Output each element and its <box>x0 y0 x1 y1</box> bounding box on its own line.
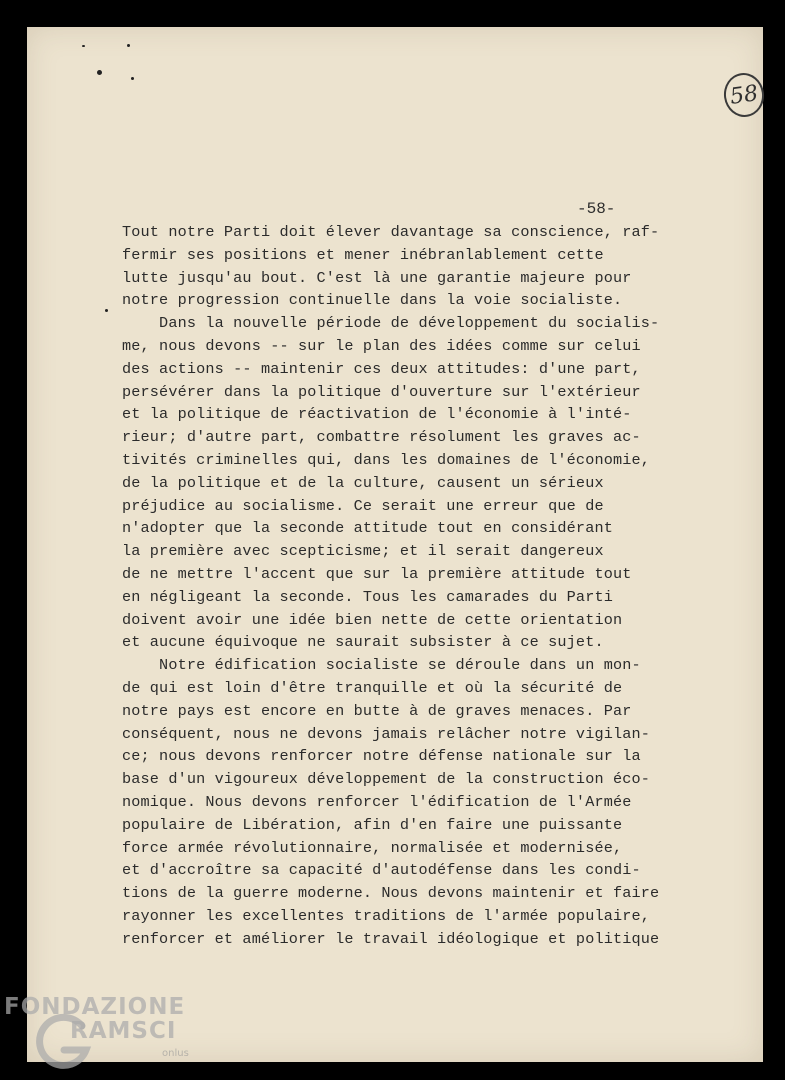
text-line: conséquent, nous ne devons jamais relâcher notre vigilan- <box>122 724 651 743</box>
text-line: doivent avoir une idée bien nette de cette orientation <box>122 610 623 629</box>
text-line: n'adopter que la seconde attitude tout en considérant <box>122 519 613 538</box>
text-line: lutte jusqu'au bout. C'est là une garantie majeure pour <box>122 268 632 287</box>
text-line: Tout notre Parti doit élever davantage sa conscience, raf- <box>122 223 660 241</box>
text-line: rieur; d'autre part, combattre résolument les graves ac- <box>122 428 641 447</box>
body-text <box>122 221 682 951</box>
text-line: Notre édification socialiste se déroule dans un mon- <box>122 656 641 675</box>
ink-speck <box>97 70 102 75</box>
text-line: nomique. Nous devons renforcer l'édification de l'Armée <box>122 792 632 811</box>
text-line: base d'un vigoureux développement de la construction éco- <box>122 770 651 789</box>
text-line: force armée révolutionnaire, normalisée et modernisée, <box>122 838 623 857</box>
ink-speck <box>131 77 134 80</box>
text-line: de la politique et de la culture, causent un sérieux <box>122 473 604 492</box>
text-line: la première avec scepticisme; et il serait dangereux <box>122 542 604 561</box>
text-line: et d'accroître sa capacité d'autodéfense dans les condi- <box>122 861 641 880</box>
page-number: -58- <box>577 200 616 218</box>
text-line: tions de la guerre moderne. Nous devons maintenir et faire <box>122 884 660 903</box>
text-line: et aucune équivoque ne saurait subsister à ce sujet. <box>122 633 604 652</box>
text-line: renforcer et améliorer le travail idéologique et politique <box>122 929 660 948</box>
ink-speck <box>82 45 85 47</box>
text-line: ce; nous devons renforcer notre défense nationale sur la <box>122 747 641 766</box>
archive-number: 58 <box>728 80 760 110</box>
archive-number-stamp <box>721 70 767 119</box>
text-line: Dans la nouvelle période de développement du socialis- <box>122 314 660 333</box>
text-line: préjudice au socialisme. Ce serait une erreur que de <box>122 496 604 515</box>
fondazione-gramsci-watermark <box>4 994 204 1074</box>
watermark-title: FONDAZIONE <box>4 994 186 1020</box>
text-line: populaire de Libération, afin d'en faire une puissante <box>122 815 623 834</box>
text-line: persévérer dans la politique d'ouverture sur l'extérieur <box>122 382 641 401</box>
text-line: de qui est loin d'être tranquille et où la sécurité de <box>122 678 623 697</box>
text-line: de ne mettre l'accent que sur la première attitude tout <box>122 564 632 583</box>
text-line: me, nous devons -- sur le plan des idées comme sur celui <box>122 336 641 355</box>
text-line: fermir ses positions et mener inébranlablement cette <box>122 245 604 264</box>
text-line: des actions -- maintenir ces deux attitudes: d'une part, <box>122 359 641 378</box>
text-line: notre pays est encore en butte à de graves menaces. Par <box>122 701 632 720</box>
text-line: tivités criminelles qui, dans les domaines de l'économie, <box>122 450 651 469</box>
text-line: et la politique de réactivation de l'économie à l'inté- <box>122 405 632 424</box>
ink-speck <box>105 309 108 312</box>
text-line: notre progression continuelle dans la voie socialiste. <box>122 291 623 310</box>
text-line: rayonner les excellentes traditions de l'armée populaire, <box>122 906 651 925</box>
ink-speck <box>127 44 130 47</box>
text-line: en négligeant la seconde. Tous les camarades du Parti <box>122 587 613 606</box>
watermark-subtitle: RAMSCI <box>70 1018 177 1044</box>
watermark-suffix: onlus <box>162 1048 189 1059</box>
